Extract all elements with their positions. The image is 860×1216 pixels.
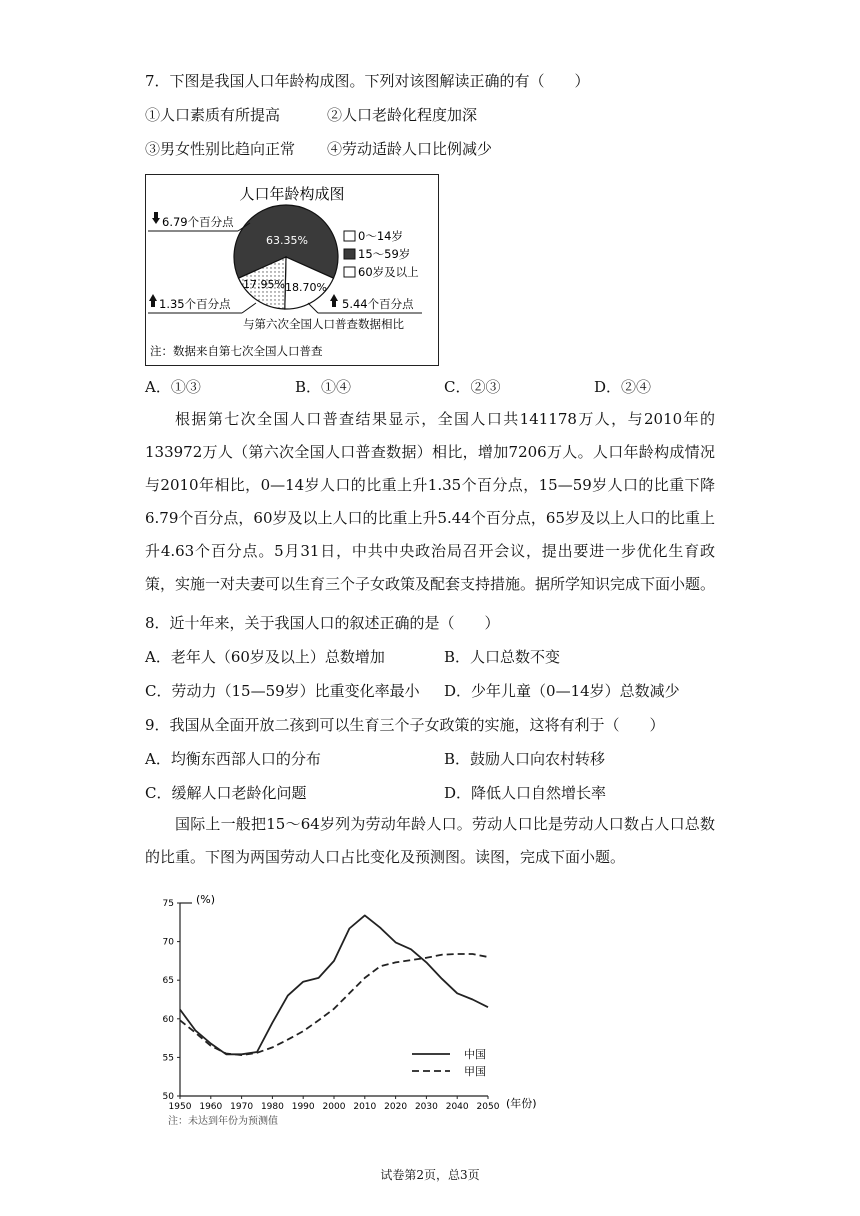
legend-country-a: 甲国 <box>464 1065 486 1078</box>
legend-swatch-child <box>344 231 355 241</box>
up-arrow-icon <box>330 294 338 301</box>
q7-statement-2: ②人口老龄化程度加深 <box>327 106 478 124</box>
q8-stem: 8．近十年来，关于我国人口的叙述正确的是（ ） <box>145 614 500 632</box>
slice-label-child: 17.95% <box>243 278 285 291</box>
y-tick-label: 75 <box>162 899 174 909</box>
q7-option-d: D．②④ <box>594 378 652 396</box>
x-tick-label: 1960 <box>199 1102 223 1112</box>
q7-statement-3: ③男女性别比趋向正常 <box>145 140 296 158</box>
legend-swatch-elder <box>344 267 355 277</box>
x-tick-label: 2030 <box>414 1102 438 1112</box>
series-line-china <box>180 915 488 1054</box>
q9-option-b: B．鼓励人口向农村转移 <box>444 750 606 768</box>
x-tick-label: 1950 <box>168 1102 192 1112</box>
labor-ratio-chart-svg <box>150 885 560 1130</box>
x-tick-label: 2000 <box>322 1102 346 1112</box>
q7-stem: 7．下图是我国人口年龄构成图。下列对该图解读正确的有（ ） <box>145 72 590 90</box>
page-footer: 试卷第2页，总3页 <box>380 1168 480 1182</box>
x-tick-label: 1990 <box>291 1102 315 1112</box>
y-axis-label: (%) <box>196 893 216 906</box>
y-tick-label: 60 <box>162 1014 174 1025</box>
q7-option-b: B．①④ <box>295 378 352 396</box>
q9-option-d: D．降低人口自然增长率 <box>444 784 607 802</box>
q7-option-a: A．①③ <box>145 378 201 396</box>
q7-statement-4: ④劳动适龄人口比例减少 <box>327 140 493 158</box>
q8-option-c: C．劳动力（15—59岁）比重变化率最小 <box>145 682 420 700</box>
x-tick-label: 1980 <box>260 1102 284 1112</box>
x-axis-label: (年份) <box>506 1097 537 1110</box>
legend-working: 15～59岁 <box>358 247 411 261</box>
slice-label-working: 63.35% <box>266 234 308 247</box>
annotation-child: 1.35个百分点 <box>159 297 231 311</box>
source-note: 注：数据来自第七次全国人口普查 <box>150 344 323 358</box>
chart-note: 注：未达到年份为预测值 <box>168 1116 278 1127</box>
age-structure-pie-svg <box>146 175 438 365</box>
legend-child: 0～14岁 <box>358 229 403 243</box>
x-tick-label: 2040 <box>445 1102 469 1112</box>
q9-option-c: C．缓解人口老龄化问题 <box>145 784 307 802</box>
passage-census: 根据第七次全国人口普查结果显示，全国人口共141178万人，与2010年的133972万人（第六次全国人口普查数据）相比，增加7206万人。人口年龄构成情况与2010年相比，0—14岁人口的比重上升1.35个百分点，15—59岁人口的比重下降6.79个百分点，60岁及以上人口的比重上升5.44个百分点，65岁及以上人口的比重上升4.63个百分点。5月31日，中共中央政治局召开会议，提出要进一步优化生育政策，实施一对夫妻可以生育三个子女政策及配套支持措施。据所学知识完成下面小题。 <box>145 410 716 593</box>
x-tick-label: 2010 <box>353 1102 377 1112</box>
age-structure-figure <box>145 174 439 366</box>
q7-option-c: C．②③ <box>444 378 501 396</box>
q8-option-b: B．人口总数不变 <box>444 648 561 666</box>
q8-option-d: D．少年儿童（0—14岁）总数减少 <box>444 682 680 700</box>
y-tick-label: 50 <box>162 1092 174 1102</box>
up-arrow-icon <box>149 294 157 301</box>
annotation-elder: 5.44个百分点 <box>342 297 414 311</box>
legend-elder: 60岁及以上 <box>358 265 419 279</box>
q7-statement-1: ①人口素质有所提高 <box>145 106 281 124</box>
labor-ratio-chart <box>150 885 560 1130</box>
x-tick-label: 1970 <box>230 1102 254 1112</box>
pie-title: 人口年龄构成图 <box>239 185 345 203</box>
x-tick-label: 2020 <box>384 1102 408 1112</box>
q9-stem: 9．我国从全面开放二孩到可以生育三个子女政策的实施，这将有利于（ ） <box>145 716 665 734</box>
legend-swatch-working <box>344 249 355 259</box>
q8-option-a: A．老年人（60岁及以上）总数增加 <box>145 648 385 666</box>
compare-note: 与第六次全国人口普查数据相比 <box>243 317 404 331</box>
slice-label-elder: 18.70% <box>285 281 327 294</box>
y-tick-label: 65 <box>162 976 174 987</box>
legend-china: 中国 <box>464 1048 486 1061</box>
x-tick-label: 2050 <box>476 1102 500 1112</box>
y-tick-label: 70 <box>162 937 174 948</box>
annotation-working: 6.79个百分点 <box>162 215 234 229</box>
series-line-country-a <box>180 954 488 1055</box>
q9-option-a: A．均衡东西部人口的分布 <box>145 750 321 768</box>
passage-labor: 国际上一般把15～64岁列为劳动年龄人口。劳动人口比是劳动人口数占人口总数的比重。下图为两国劳动人口占比变化及预测图。读图，完成下面小题。 <box>145 815 715 866</box>
y-tick-label: 55 <box>162 1053 174 1064</box>
